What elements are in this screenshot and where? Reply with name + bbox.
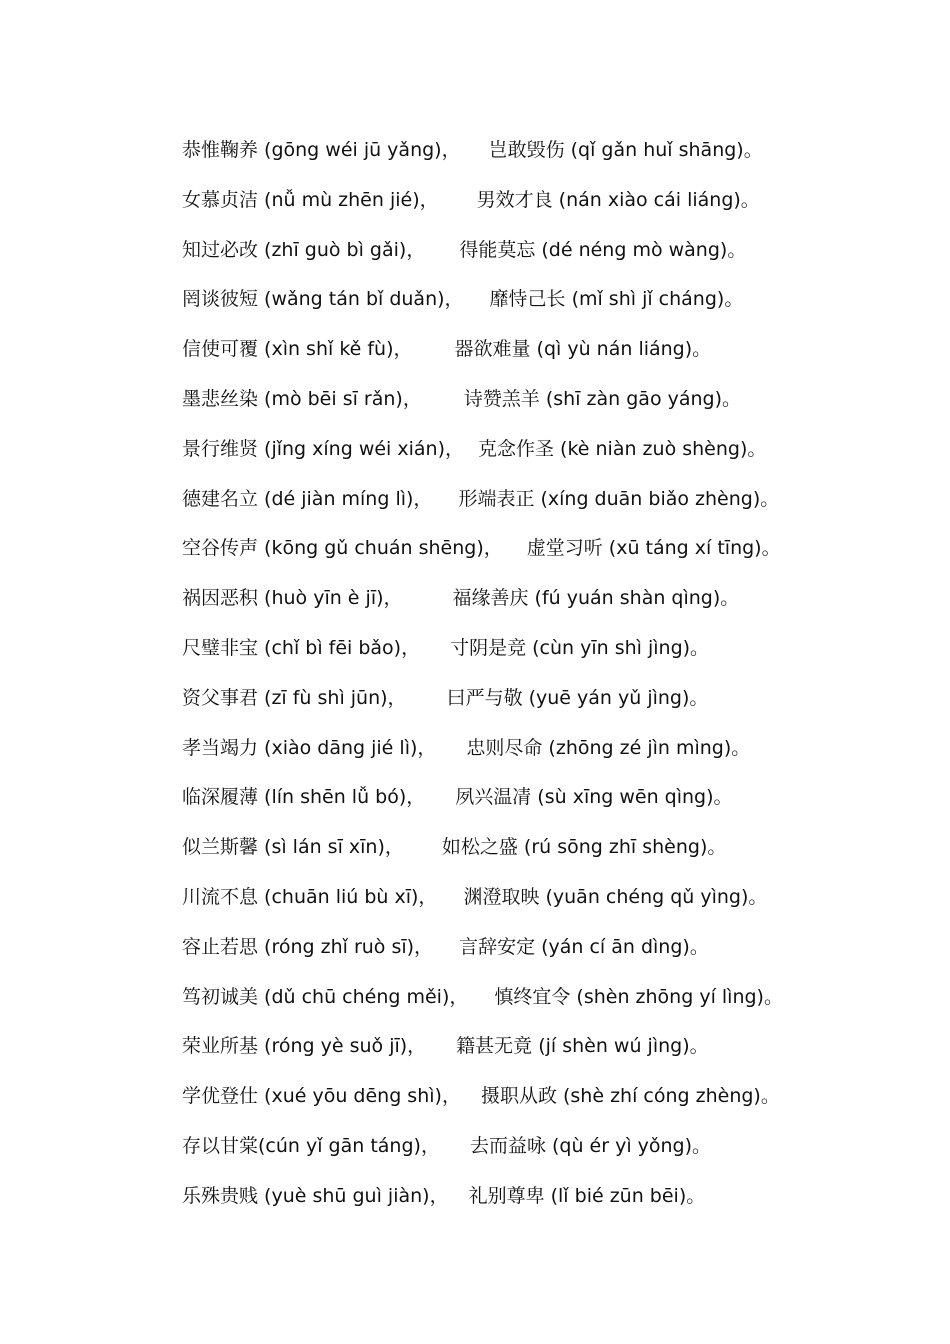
line-second-phrase: 摄职从政 (shè zhí cóng zhèng)。 (480, 1085, 780, 1108)
line-second-phrase: 去而益咏 (qù ér yì yǒng)。 (469, 1134, 712, 1157)
line-second-phrase: 诗赞羔羊 (shī zàn gāo yáng)。 (463, 387, 742, 410)
line-first-phrase: 资父事君 (zī fù shì jūn)， (182, 686, 407, 709)
text-line (182, 981, 922, 1031)
text-line (182, 1180, 922, 1230)
text-line (182, 184, 922, 234)
text-line (182, 632, 922, 682)
text-line (182, 1030, 922, 1080)
line-first-phrase: 祸因恶积 (huò yīn è jī)， (182, 587, 403, 610)
line-first-phrase: 德建名立 (dé jiàn míng lì)， (182, 487, 433, 510)
line-first-phrase: 学优登仕 (xué yōu dēng shì)， (182, 1085, 461, 1108)
text-line (182, 682, 922, 732)
text-line (182, 781, 922, 831)
line-first-phrase: 罔谈彼短 (wǎng tán bǐ duǎn)， (182, 288, 464, 311)
line-first-phrase: 乐殊贵贱 (yuè shū guì jiàn)， (182, 1184, 449, 1207)
line-first-phrase: 信使可覆 (xìn shǐ kě fù)， (182, 338, 413, 361)
line-second-phrase: 形端表正 (xíng duān biǎo zhèng)。 (458, 487, 780, 510)
line-second-phrase: 器欲难量 (qì yù nán liáng)。 (454, 338, 712, 361)
text-line (182, 831, 922, 881)
text-line (182, 234, 922, 284)
line-second-phrase: 渊澄取映 (yuān chéng qǔ yìng)。 (463, 885, 768, 908)
line-first-phrase: 临深履薄 (lín shēn lǚ bó)， (182, 786, 426, 809)
text-line (182, 1080, 922, 1130)
text-line (182, 532, 922, 582)
line-second-phrase: 慎终宜令 (shèn zhōng yí lìng)。 (494, 985, 783, 1008)
line-first-phrase: 笃初诚美 (dǔ chū chéng měi)， (182, 985, 469, 1008)
line-first-phrase: 似兰斯馨 (sì lán sī xīn)， (182, 836, 404, 859)
line-second-phrase: 言辞安定 (yán cí ān dìng)。 (459, 935, 709, 958)
line-second-phrase: 虚堂习听 (xū táng xí tīng)。 (526, 537, 781, 560)
text-line (182, 881, 922, 931)
line-second-phrase: 克念作圣 (kè niàn zuò shèng)。 (478, 437, 767, 460)
text-line (182, 433, 922, 483)
text-line (182, 283, 922, 333)
text-line (182, 732, 922, 782)
line-first-phrase: 景行维贤 (jǐng xíng wéi xián)， (182, 437, 464, 460)
line-second-phrase: 男效才良 (nán xiào cái liáng)。 (476, 188, 760, 211)
text-line (182, 333, 922, 383)
line-first-phrase: 空谷传声 (kōng gǔ chuán shēng)， (182, 537, 503, 560)
line-second-phrase: 籍甚无竟 (jí shèn wú jìng)。 (456, 1035, 709, 1058)
line-first-phrase: 川流不息 (chuān liú bù xī)， (182, 885, 438, 908)
text-lines (182, 134, 922, 1230)
line-second-phrase: 得能莫忘 (dé néng mò wàng)。 (459, 238, 747, 261)
line-first-phrase: 容止若思 (róng zhǐ ruò sī)， (182, 935, 434, 958)
line-first-phrase: 恭惟鞠养 (gōng wéi jū yǎng)， (182, 139, 461, 161)
line-second-phrase: 如松之盛 (rú sōng zhī shèng)。 (441, 836, 727, 859)
line-first-phrase: 墨悲丝染 (mò bēi sī rǎn)， (182, 387, 422, 410)
line-first-phrase: 荣业所基 (róng yè suǒ jī)， (182, 1035, 427, 1058)
text-line (182, 383, 922, 433)
line-second-phrase: 寸阴是竞 (cùn yīn shì jìng)。 (450, 636, 710, 659)
line-second-phrase: 忠则尽命 (zhōng zé jìn mìng)。 (466, 736, 751, 759)
line-first-phrase: 知过必改 (zhī guò bì gǎi)， (182, 238, 426, 261)
line-first-phrase: 存以甘棠(cún yǐ gān táng)， (182, 1134, 440, 1157)
line-second-phrase: 福缘善庆 (fú yuán shàn qìng)。 (452, 587, 740, 610)
line-second-phrase: 夙兴温凊 (sù xīng wēn qìng)。 (455, 786, 733, 809)
line-second-phrase: 靡恃己长 (mǐ shì jǐ cháng)。 (489, 288, 744, 311)
text-line (182, 1130, 922, 1180)
line-first-phrase: 尺璧非宝 (chǐ bì fēi bǎo)， (182, 636, 421, 659)
text-line (182, 134, 922, 184)
line-second-phrase: 礼别尊卑 (lǐ bié zūn bēi)。 (468, 1184, 706, 1207)
line-first-phrase: 孝当竭力 (xiào dāng jié lì)， (182, 736, 437, 759)
text-line (182, 931, 922, 981)
line-first-phrase: 女慕贞洁 (nǚ mù zhēn jié)， (182, 188, 439, 211)
text-line (182, 582, 922, 632)
line-second-phrase: 曰严与敬 (yuē yán yǔ jìng)。 (446, 686, 709, 709)
line-second-phrase: 岂敢毁伤 (qǐ gǎn huǐ shāng)。 (488, 139, 763, 161)
text-line (182, 483, 922, 533)
